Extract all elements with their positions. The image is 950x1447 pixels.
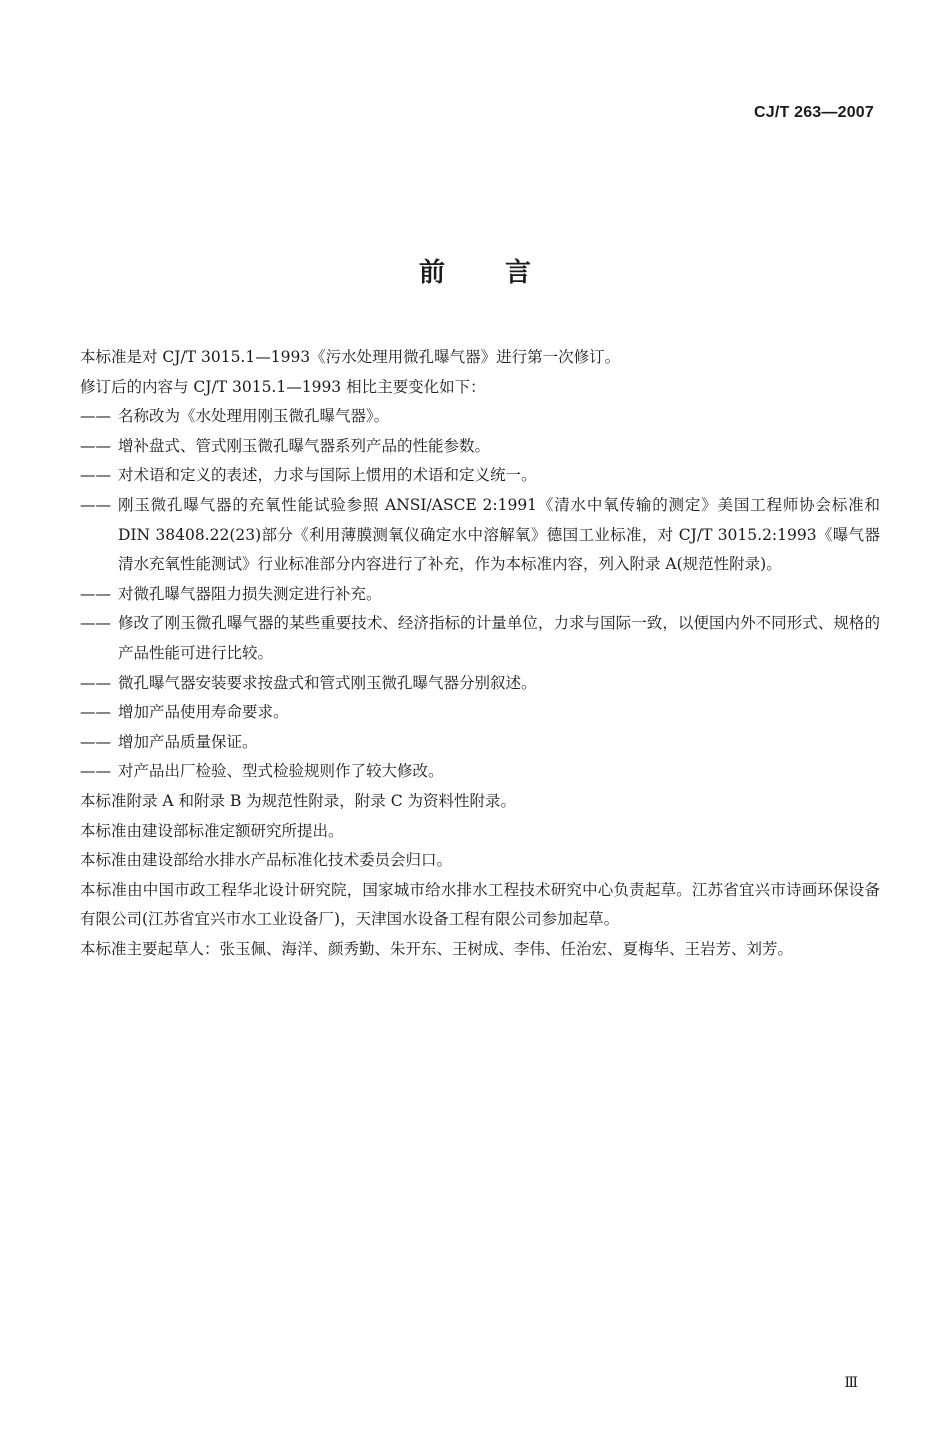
dash-marker: —— xyxy=(80,495,111,514)
closing-paragraph: 本标准由中国市政工程华北设计研究院，国家城市给水排水工程技术研究中心负责起草。江苏省宜兴市诗画环保设备有限公司(江苏省宜兴市水工业设备厂)，天津国水设备工程有限公司参加起草。 xyxy=(80,880,880,929)
change-item xyxy=(80,491,880,580)
change-item xyxy=(80,432,880,462)
change-item xyxy=(80,461,880,491)
change-item-text: 刚玉微孔曝气器的充氧性能试验参照 ANSI/ASCE 2:1991《清水中氧传输的测定》美国工程师协会标准和 DIN 38408.22(23)部分《利用薄膜测氧仪确定水中溶解氧》德国工业标准，对 CJ/T 3015.2:1993《曝气器清水充氧性能测试》行业标准部分内容进行了补充，作为本标准内容，列入附录 A(规范性附录)。 xyxy=(118,495,880,574)
closing-paragraph: 本标准由建设部标准定额研究所提出。 xyxy=(80,821,344,840)
closing-paragraph: 本标准附录 A 和附录 B 为规范性附录，附录 C 为资料性附录。 xyxy=(80,791,517,810)
change-item-text: 增补盘式、管式刚玉微孔曝气器系列产品的性能参数。 xyxy=(118,436,491,455)
intro-paragraph: 修订后的内容与 CJ/T 3015.1—1993 相比主要变化如下： xyxy=(80,377,486,396)
standard-code: CJ/T 263—2007 xyxy=(753,104,874,121)
page-title: 前言 xyxy=(418,258,591,288)
dash-marker: —— xyxy=(80,436,111,455)
dash-marker: —— xyxy=(80,466,111,485)
change-item-text: 增加产品质量保证。 xyxy=(118,732,258,751)
change-item xyxy=(80,757,880,787)
change-item-text: 对术语和定义的表述，力求与国际上惯用的术语和定义统一。 xyxy=(118,466,537,485)
page-number: Ⅲ xyxy=(844,1376,858,1391)
change-item-text: 对产品出厂检验、型式检验规则作了较大修改。 xyxy=(118,762,444,781)
change-item xyxy=(80,698,880,728)
change-item xyxy=(80,402,880,432)
change-item xyxy=(80,609,880,668)
drafters-paragraph: 本标准主要起草人：张玉佩、海洋、颜秀勤、朱开东、王树成、李伟、任治宏、夏梅华、王岩芳、刘芳。 xyxy=(80,939,794,958)
change-item-text: 增加产品使用寿命要求。 xyxy=(118,703,289,722)
dash-marker: —— xyxy=(80,732,111,751)
dash-marker: —— xyxy=(80,407,111,426)
change-item-text: 微孔曝气器安装要求按盘式和管式刚玉微孔曝气器分别叙述。 xyxy=(118,673,537,692)
dash-marker: —— xyxy=(80,762,111,781)
dash-marker: —— xyxy=(80,673,111,692)
change-item-text: 对微孔曝气器阻力损失测定进行补充。 xyxy=(118,584,382,603)
dash-marker: —— xyxy=(80,584,111,603)
change-item-text: 名称改为《水处理用刚玉微孔曝气器》。 xyxy=(118,407,390,426)
dash-marker: —— xyxy=(80,703,111,722)
change-item xyxy=(80,728,880,758)
dash-marker: —— xyxy=(80,614,111,633)
change-item xyxy=(80,669,880,699)
intro-paragraph: 本标准是对 CJ/T 3015.1—1993《污水处理用微孔曝气器》进行第一次修订。 xyxy=(80,348,621,366)
foreword-body xyxy=(80,343,880,964)
closing-paragraph: 本标准由建设部给水排水产品标准化技术委员会归口。 xyxy=(80,851,453,870)
change-item-text: 修改了刚玉微孔曝气器的某些重要技术、经济指标的计量单位，力求与国际一致，以便国内外不同形式、规格的产品性能可进行比较。 xyxy=(118,614,880,662)
change-item xyxy=(80,580,880,610)
